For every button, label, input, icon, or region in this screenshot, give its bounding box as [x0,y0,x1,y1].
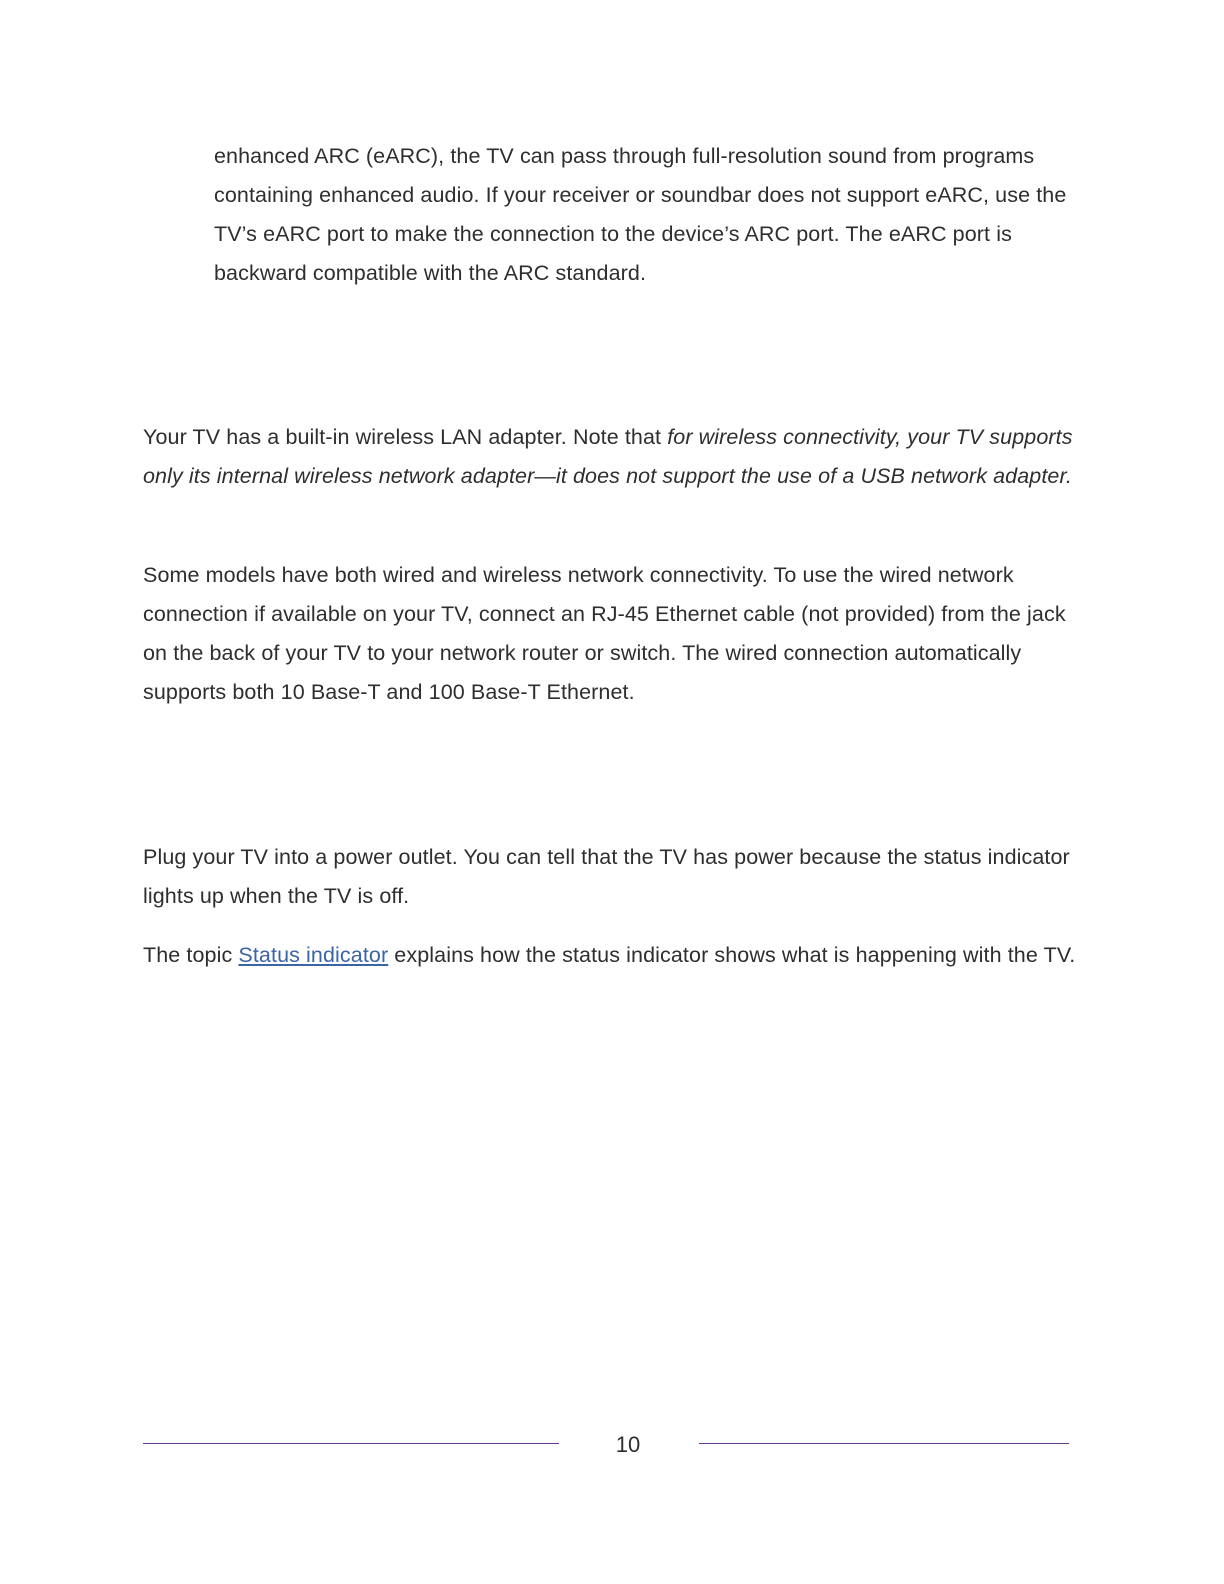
status-paragraph-lead: The topic [143,943,239,967]
wireless-adapter-paragraph [143,418,1083,496]
wireless-paragraph-text: Your TV has a built-in wireless LAN adapter. Note that [143,425,668,449]
footer-right-divider [699,1443,1069,1444]
page-number: 10 [615,1432,641,1457]
earc-paragraph: enhanced ARC (eARC), the TV can pass through full-resolution sound from programs containing enhanced audio. If your receiver or soundbar does not support eARC, use the TV’s eARC port to make the connection to the device’s ARC port. The eARC port is backward compatible with the ARC standard. [214,144,1067,285]
wired-connection-paragraph: Some models have both wired and wireless network connectivity. To use the wired network connection if available on your TV, connect an RJ-45 Ethernet cable (not provided) from the jack on the back of your TV to your network router or switch. The wired connection automatically supports both 10 Base-T and 100 Base-T Ethernet. [143,563,1066,704]
footer-left-divider [143,1443,559,1444]
wireless-paragraph-italic-note: for wireless connectivity, your TV supports only its internal wireless network adapter—it does not support the use of a USB network adapter. [143,425,1073,488]
status-indicator-paragraph [143,936,1083,975]
status-paragraph-tail: explains how the status indicator shows what is happening with the TV. [388,943,1076,967]
status-indicator-link[interactable]: Status indicator [238,943,389,967]
power-outlet-paragraph: Plug your TV into a power outlet. You can tell that the TV has power because the status indicator lights up when the TV is off. [143,845,1070,908]
